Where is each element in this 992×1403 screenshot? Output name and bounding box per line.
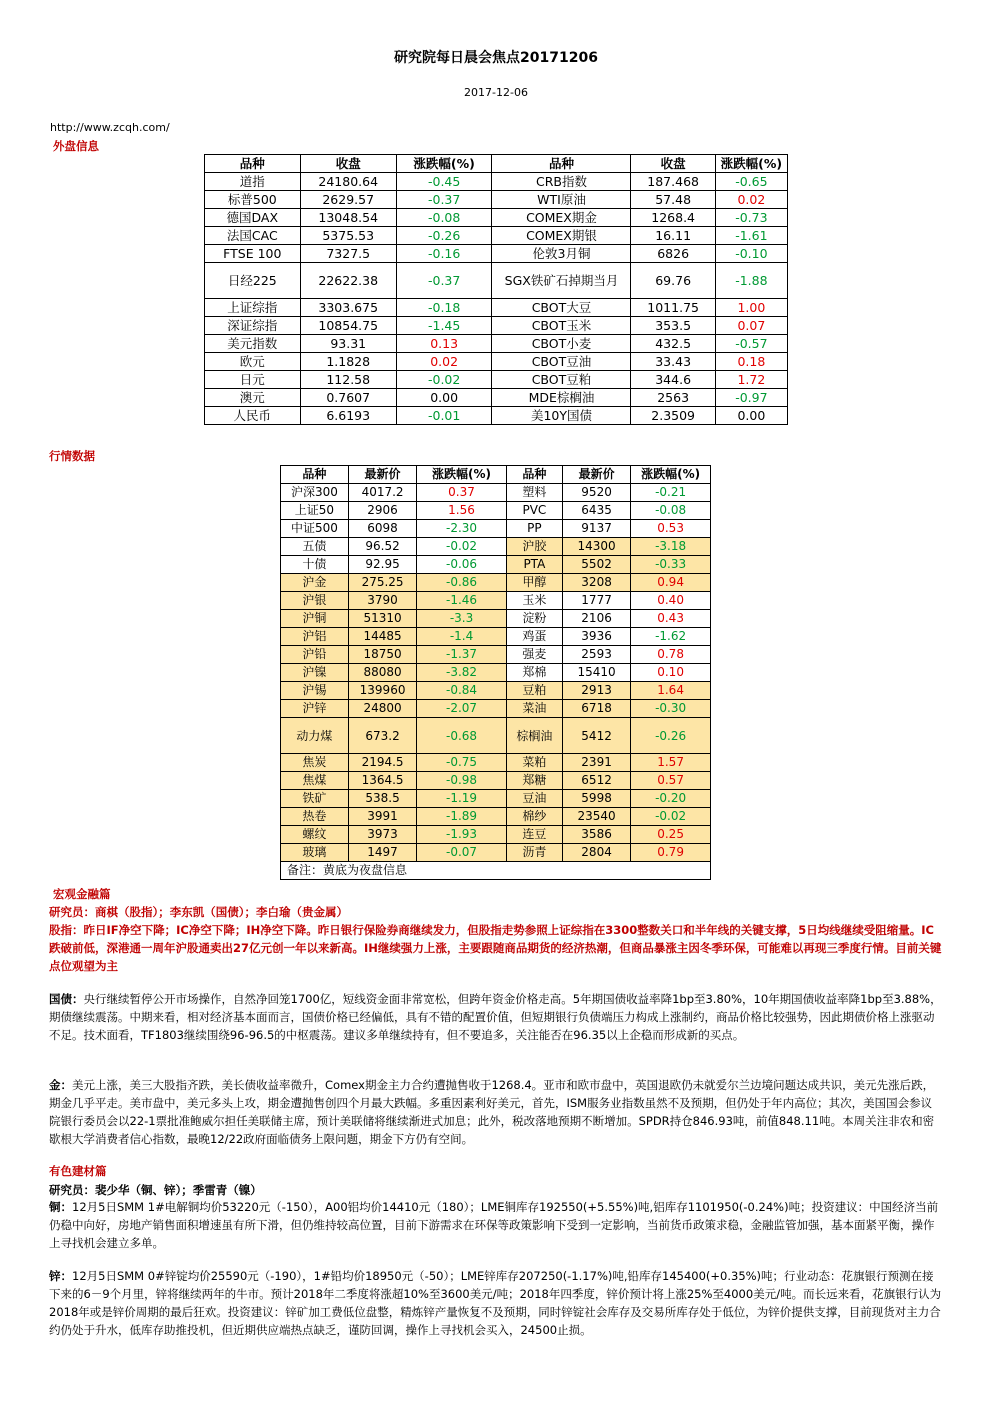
- market-table-row: [281, 700, 711, 718]
- price-cell: 538.5: [348, 790, 416, 808]
- instrument-cell: 豆粕: [506, 682, 562, 700]
- instrument-cell: 道指: [205, 173, 301, 191]
- instrument-cell: 塑料: [506, 484, 562, 502]
- price-cell: 5412: [562, 718, 630, 754]
- change-cell: 0.25: [631, 826, 711, 844]
- price-cell: 1497: [348, 844, 416, 862]
- price-cell: 1777: [562, 592, 630, 610]
- instrument-cell: 铁矿: [281, 790, 349, 808]
- price-cell: 3936: [562, 628, 630, 646]
- instrument-cell: PTA: [506, 556, 562, 574]
- section-market-title: 行情数据: [49, 449, 95, 463]
- market-header-cell: 品种: [281, 466, 349, 484]
- price-cell: 9137: [562, 520, 630, 538]
- copper-label: 铜：: [49, 1200, 72, 1214]
- change-cell: -0.37: [396, 263, 492, 299]
- page-title: 研究院每日晨会焦点20171206: [394, 50, 598, 66]
- change-cell: -0.65: [715, 173, 787, 191]
- instrument-cell: CBOT玉米: [492, 317, 631, 335]
- instrument-cell: MDE棕榈油: [492, 389, 631, 407]
- foreign-table-row: [205, 245, 788, 263]
- close-cell: 6826: [631, 245, 715, 263]
- price-cell: 51310: [348, 610, 416, 628]
- market-table-row: [281, 520, 711, 538]
- instrument-cell: 热卷: [281, 808, 349, 826]
- market-table-row: [281, 808, 711, 826]
- price-cell: 275.25: [348, 574, 416, 592]
- night-session-note: 备注：黄底为夜盘信息: [281, 862, 711, 880]
- instrument-cell: 淀粉: [506, 610, 562, 628]
- instrument-cell: CBOT小麦: [492, 335, 631, 353]
- instrument-cell: 沥青: [506, 844, 562, 862]
- zinc-text: 12月5日SMM 0#锌锭均价25590元（-190），1#铅均价18950元（-50）；LME锌库存207250(-1.17%)吨,铅库存145400(+0.35%)吨；行业动态：花旗银行预测在接下来的6－9个月里，锌将继续两年的牛市。预计2018年二季度将涨超10%至3600美元/吨；2018年四季度，锌价预计将上涨25%至4000美元/吨。而长远来看，花旗银行认为2018年或是锌价周期的最后狂欢。投资建议：锌矿加工费低位盘整，精炼锌产量恢复不及预期，同时锌锭社会库存及交易所库存处于低位，为锌价提供支撑，目前现货对主力合约仍处于升水，低库存助推投机，但近期供应端热点缺乏，谨防回调，操作上寻找机会买入，24500止损。: [49, 1269, 942, 1337]
- change-cell: -0.02: [631, 808, 711, 826]
- instrument-cell: 上证综指: [205, 299, 301, 317]
- close-cell: 33.43: [631, 353, 715, 371]
- report-date: 2017-12-06: [464, 86, 528, 99]
- instrument-cell: CRB指数: [492, 173, 631, 191]
- change-cell: 0.78: [631, 646, 711, 664]
- change-cell: -0.02: [417, 538, 507, 556]
- change-cell: -0.75: [417, 754, 507, 772]
- price-cell: 2194.5: [348, 754, 416, 772]
- section-macro-title: 宏观金融篇: [53, 887, 111, 901]
- market-table-row: [281, 718, 711, 754]
- market-table-row: [281, 592, 711, 610]
- change-cell: 0.37: [417, 484, 507, 502]
- market-header-cell: 涨跌幅(%): [417, 466, 507, 484]
- instrument-cell: PP: [506, 520, 562, 538]
- instrument-cell: 豆油: [506, 790, 562, 808]
- change-cell: -0.30: [631, 700, 711, 718]
- close-cell: 6.6193: [300, 407, 396, 425]
- change-cell: -0.98: [417, 772, 507, 790]
- copper-text: 12月5日SMM 1#电解铜均价53220元（-150），A00铝均价14410元（180）；LME铜库存192550(+5.55%)吨,铝库存1101950(-0.24%)吨；投资建议：中国经济当前仍稳中向好，房地产销售面积增速虽有所下滑，但仍维持较高位置，目前下游需求在环保等政策影响下受到一定影响，当前货币政策求稳，金融监管加强，基本面紧平衡，操作上寻找机会建立多单。: [49, 1200, 939, 1250]
- close-cell: 2629.57: [300, 191, 396, 209]
- price-cell: 15410: [562, 664, 630, 682]
- change-cell: -0.08: [396, 209, 492, 227]
- price-cell: 23540: [562, 808, 630, 826]
- market-header-cell: 品种: [506, 466, 562, 484]
- instrument-cell: 郑棉: [506, 664, 562, 682]
- foreign-table-row: [205, 263, 788, 299]
- price-cell: 6718: [562, 700, 630, 718]
- foreign-table-row: [205, 335, 788, 353]
- instrument-cell: CBOT豆粕: [492, 371, 631, 389]
- website-link[interactable]: http://www.zcqh.com/: [50, 121, 170, 134]
- change-cell: -1.89: [417, 808, 507, 826]
- instrument-cell: 法国CAC: [205, 227, 301, 245]
- price-cell: 9520: [562, 484, 630, 502]
- price-cell: 2391: [562, 754, 630, 772]
- instrument-cell: 鸡蛋: [506, 628, 562, 646]
- instrument-cell: 深证综指: [205, 317, 301, 335]
- close-cell: 432.5: [631, 335, 715, 353]
- foreign-market-table: [204, 154, 788, 425]
- foreign-header-cell: 收盘: [300, 155, 396, 173]
- change-cell: -1.88: [715, 263, 787, 299]
- change-cell: 0.57: [631, 772, 711, 790]
- market-table-row: [281, 790, 711, 808]
- foreign-header-cell: 涨跌幅(%): [396, 155, 492, 173]
- change-cell: 1.64: [631, 682, 711, 700]
- foreign-table-row: [205, 299, 788, 317]
- market-table-row: [281, 754, 711, 772]
- price-cell: 5502: [562, 556, 630, 574]
- change-cell: 0.02: [396, 353, 492, 371]
- change-cell: -1.19: [417, 790, 507, 808]
- price-cell: 24800: [348, 700, 416, 718]
- instrument-cell: 沪胶: [506, 538, 562, 556]
- foreign-table-row: [205, 191, 788, 209]
- price-cell: 14485: [348, 628, 416, 646]
- instrument-cell: 沪铝: [281, 628, 349, 646]
- foreign-table-row: [205, 353, 788, 371]
- zinc-label: 锌：: [49, 1269, 72, 1283]
- foreign-header-cell: 涨跌幅(%): [715, 155, 787, 173]
- price-cell: 18750: [348, 646, 416, 664]
- change-cell: -1.61: [715, 227, 787, 245]
- foreign-table-row: [205, 173, 788, 191]
- close-cell: 16.11: [631, 227, 715, 245]
- instrument-cell: 连豆: [506, 826, 562, 844]
- change-cell: -0.16: [396, 245, 492, 263]
- close-cell: 2563: [631, 389, 715, 407]
- price-cell: 96.52: [348, 538, 416, 556]
- change-cell: -0.21: [631, 484, 711, 502]
- change-cell: -0.18: [396, 299, 492, 317]
- change-cell: 1.72: [715, 371, 787, 389]
- change-cell: -0.26: [396, 227, 492, 245]
- close-cell: 13048.54: [300, 209, 396, 227]
- change-cell: -2.07: [417, 700, 507, 718]
- market-table-row: [281, 826, 711, 844]
- market-table-row: [281, 556, 711, 574]
- change-cell: 0.43: [631, 610, 711, 628]
- instrument-cell: 焦炭: [281, 754, 349, 772]
- market-table-row: [281, 502, 711, 520]
- change-cell: -0.45: [396, 173, 492, 191]
- zinc-paragraph: [49, 1267, 942, 1339]
- price-cell: 3790: [348, 592, 416, 610]
- instrument-cell: 沪铜: [281, 610, 349, 628]
- close-cell: 187.468: [631, 173, 715, 191]
- change-cell: -0.97: [715, 389, 787, 407]
- section-foreign-title: 外盘信息: [53, 139, 99, 153]
- section-metal-title: 有色建材篇: [49, 1164, 107, 1178]
- change-cell: -0.26: [631, 718, 711, 754]
- metal-researchers: 研究员：裴少华（铜、锌）；季雷青（镍）: [49, 1183, 262, 1197]
- market-header-cell: 涨跌幅(%): [631, 466, 711, 484]
- instrument-cell: 玉米: [506, 592, 562, 610]
- close-cell: 0.7607: [300, 389, 396, 407]
- instrument-cell: 中证500: [281, 520, 349, 538]
- change-cell: -3.82: [417, 664, 507, 682]
- instrument-cell: 十债: [281, 556, 349, 574]
- instrument-cell: 五债: [281, 538, 349, 556]
- close-cell: 7327.5: [300, 245, 396, 263]
- change-cell: -1.37: [417, 646, 507, 664]
- price-cell: 2593: [562, 646, 630, 664]
- instrument-cell: 菜粕: [506, 754, 562, 772]
- stock-label: 股指：: [49, 923, 84, 937]
- change-cell: -1.46: [417, 592, 507, 610]
- instrument-cell: 伦敦3月铜: [492, 245, 631, 263]
- close-cell: 1011.75: [631, 299, 715, 317]
- change-cell: -1.62: [631, 628, 711, 646]
- change-cell: -0.73: [715, 209, 787, 227]
- change-cell: 1.00: [715, 299, 787, 317]
- change-cell: 0.00: [396, 389, 492, 407]
- price-cell: 5998: [562, 790, 630, 808]
- instrument-cell: 日经225: [205, 263, 301, 299]
- instrument-cell: 澳元: [205, 389, 301, 407]
- change-cell: 0.79: [631, 844, 711, 862]
- price-cell: 14300: [562, 538, 630, 556]
- change-cell: -0.84: [417, 682, 507, 700]
- price-cell: 3973: [348, 826, 416, 844]
- instrument-cell: 强麦: [506, 646, 562, 664]
- market-header-cell: 最新价: [562, 466, 630, 484]
- stock-index-paragraph: [49, 921, 942, 975]
- instrument-cell: 日元: [205, 371, 301, 389]
- domestic-market-table: [280, 465, 711, 880]
- market-table-row: [281, 610, 711, 628]
- instrument-cell: WTI原油: [492, 191, 631, 209]
- change-cell: -0.57: [715, 335, 787, 353]
- price-cell: 3991: [348, 808, 416, 826]
- instrument-cell: 美元指数: [205, 335, 301, 353]
- bond-paragraph: [49, 990, 942, 1044]
- market-table-row: [281, 844, 711, 862]
- change-cell: -0.10: [715, 245, 787, 263]
- price-cell: 4017.2: [348, 484, 416, 502]
- close-cell: 69.76: [631, 263, 715, 299]
- market-table-row: [281, 664, 711, 682]
- price-cell: 6512: [562, 772, 630, 790]
- change-cell: -3.18: [631, 538, 711, 556]
- price-cell: 1364.5: [348, 772, 416, 790]
- instrument-cell: 焦煤: [281, 772, 349, 790]
- macro-researchers: 研究员：商棋（股指）；李东凯（国债）；李白瑜（贵金属）: [49, 905, 348, 919]
- bond-label: 国债：: [49, 992, 84, 1006]
- instrument-cell: 沪银: [281, 592, 349, 610]
- close-cell: 112.58: [300, 371, 396, 389]
- market-table-row: [281, 646, 711, 664]
- instrument-cell: 菜油: [506, 700, 562, 718]
- price-cell: 3208: [562, 574, 630, 592]
- close-cell: 10854.75: [300, 317, 396, 335]
- gold-text: 美元上涨，美三大股指齐跌，美长债收益率微升，Comex期金主力合约遭抛售收于1268.4。亚市和欧市盘中，英国退欧仍未就爱尔兰边境问题达成共识，美元先涨后跌，期金几乎平走。美市盘中，美元多头上攻，期金遭抛售创四个月最大跌幅。多重因素利好美元，首先，ISM服务业指数虽然不及预期，但仍处于年内高位；其次，美国国会参议院银行委员会以22-1票批准鲍威尔担任美联储主席，预计美联储将继续渐进式加息；此外，税改落地预期不断增加。SPDR持仓846.93吨，前值848.11吨。本周关注非农和密歇根大学消费者信心指数，最晚12/22政府面临债务上限问题，期金下方仍有空间。: [49, 1078, 935, 1146]
- foreign-header-cell: 收盘: [631, 155, 715, 173]
- change-cell: -0.08: [631, 502, 711, 520]
- change-cell: -0.86: [417, 574, 507, 592]
- instrument-cell: 沪深300: [281, 484, 349, 502]
- price-cell: 88080: [348, 664, 416, 682]
- change-cell: 0.13: [396, 335, 492, 353]
- instrument-cell: 德国DAX: [205, 209, 301, 227]
- stock-text: 昨日IF净空下降；IC净空下降；IH净空下降。昨日银行保险券商继续发力，但股指走势参照上证综指在3300整数关口和半年线的关键支撑，5日均线继续受阻缩量。IC跌破前低，深港通一周年沪股通卖出27亿元创一年以来新高。IH继续强力上涨，主要跟随商品期货的经济热潮，但商品暴涨主因冬季环保，可能难以再现三季度行情。目前关键点位观望为主: [49, 923, 942, 973]
- close-cell: 22622.38: [300, 263, 396, 299]
- market-table-row: [281, 574, 711, 592]
- instrument-cell: 动力煤: [281, 718, 349, 754]
- change-cell: -1.4: [417, 628, 507, 646]
- close-cell: 353.5: [631, 317, 715, 335]
- change-cell: 0.18: [715, 353, 787, 371]
- change-cell: 0.53: [631, 520, 711, 538]
- instrument-cell: COMEX期银: [492, 227, 631, 245]
- market-note-row: [281, 862, 711, 880]
- market-table-row: [281, 772, 711, 790]
- gold-paragraph: [49, 1076, 942, 1148]
- instrument-cell: CBOT豆油: [492, 353, 631, 371]
- foreign-table-row: [205, 317, 788, 335]
- instrument-cell: 沪镍: [281, 664, 349, 682]
- instrument-cell: 棕榈油: [506, 718, 562, 754]
- market-table-row: [281, 682, 711, 700]
- foreign-table-row: [205, 227, 788, 245]
- price-cell: 139960: [348, 682, 416, 700]
- close-cell: 344.6: [631, 371, 715, 389]
- close-cell: 1268.4: [631, 209, 715, 227]
- instrument-cell: 玻璃: [281, 844, 349, 862]
- change-cell: -0.07: [417, 844, 507, 862]
- price-cell: 2906: [348, 502, 416, 520]
- gold-label: 金：: [49, 1078, 72, 1092]
- change-cell: -0.20: [631, 790, 711, 808]
- price-cell: 2106: [562, 610, 630, 628]
- market-table-row: [281, 628, 711, 646]
- close-cell: 2.3509: [631, 407, 715, 425]
- change-cell: -0.33: [631, 556, 711, 574]
- change-cell: -1.93: [417, 826, 507, 844]
- change-cell: -2.30: [417, 520, 507, 538]
- copper-paragraph: [49, 1198, 942, 1252]
- change-cell: -0.01: [396, 407, 492, 425]
- instrument-cell: SGX铁矿石掉期当月: [492, 263, 631, 299]
- change-cell: 0.40: [631, 592, 711, 610]
- instrument-cell: 标普500: [205, 191, 301, 209]
- price-cell: 673.2: [348, 718, 416, 754]
- close-cell: 93.31: [300, 335, 396, 353]
- close-cell: 5375.53: [300, 227, 396, 245]
- change-cell: -3.3: [417, 610, 507, 628]
- market-header-cell: 最新价: [348, 466, 416, 484]
- close-cell: 57.48: [631, 191, 715, 209]
- instrument-cell: 螺纹: [281, 826, 349, 844]
- instrument-cell: 沪金: [281, 574, 349, 592]
- price-cell: 92.95: [348, 556, 416, 574]
- instrument-cell: 人民币: [205, 407, 301, 425]
- foreign-header-cell: 品种: [205, 155, 301, 173]
- close-cell: 24180.64: [300, 173, 396, 191]
- change-cell: -0.02: [396, 371, 492, 389]
- foreign-table-row: [205, 209, 788, 227]
- change-cell: 1.56: [417, 502, 507, 520]
- change-cell: 0.07: [715, 317, 787, 335]
- price-cell: 3586: [562, 826, 630, 844]
- market-table-row: [281, 538, 711, 556]
- price-cell: 2804: [562, 844, 630, 862]
- foreign-table-row: [205, 371, 788, 389]
- instrument-cell: PVC: [506, 502, 562, 520]
- price-cell: 6435: [562, 502, 630, 520]
- change-cell: 0.00: [715, 407, 787, 425]
- instrument-cell: COMEX期金: [492, 209, 631, 227]
- instrument-cell: 郑糖: [506, 772, 562, 790]
- instrument-cell: 沪铅: [281, 646, 349, 664]
- instrument-cell: 美10Y国债: [492, 407, 631, 425]
- change-cell: 0.94: [631, 574, 711, 592]
- bond-text: 央行继续暂停公开市场操作，自然净回笼1700亿，短线资金面非常宽松，但跨年资金价格走高。5年期国债收益率降1bp至3.80%，10年期国债收益率降1bp至3.88%，期债继续震荡。中期来看，相对经济基本面而言，国债价格已经偏低，具有不错的配置价值，但短期银行负债端压力构成上涨制约，商品价格比较强势，因此期债价格上涨驱动不足。技术面看，TF1803继续围绕96-96.5的中枢震荡。建议多单继续持有，但不要追多，关注能否在96.35以上企稳而形成新的买点。: [49, 992, 942, 1042]
- change-cell: -0.06: [417, 556, 507, 574]
- instrument-cell: 沪锡: [281, 682, 349, 700]
- foreign-header-cell: 品种: [492, 155, 631, 173]
- change-cell: -1.45: [396, 317, 492, 335]
- instrument-cell: 棉纱: [506, 808, 562, 826]
- price-cell: 2913: [562, 682, 630, 700]
- close-cell: 3303.675: [300, 299, 396, 317]
- instrument-cell: CBOT大豆: [492, 299, 631, 317]
- instrument-cell: 欧元: [205, 353, 301, 371]
- change-cell: 0.10: [631, 664, 711, 682]
- change-cell: -0.37: [396, 191, 492, 209]
- close-cell: 1.1828: [300, 353, 396, 371]
- instrument-cell: FTSE 100: [205, 245, 301, 263]
- foreign-table-row: [205, 389, 788, 407]
- instrument-cell: 上证50: [281, 502, 349, 520]
- change-cell: 1.57: [631, 754, 711, 772]
- change-cell: 0.02: [715, 191, 787, 209]
- instrument-cell: 沪锌: [281, 700, 349, 718]
- market-table-row: [281, 484, 711, 502]
- price-cell: 6098: [348, 520, 416, 538]
- instrument-cell: 甲醇: [506, 574, 562, 592]
- foreign-table-row: [205, 407, 788, 425]
- change-cell: -0.68: [417, 718, 507, 754]
